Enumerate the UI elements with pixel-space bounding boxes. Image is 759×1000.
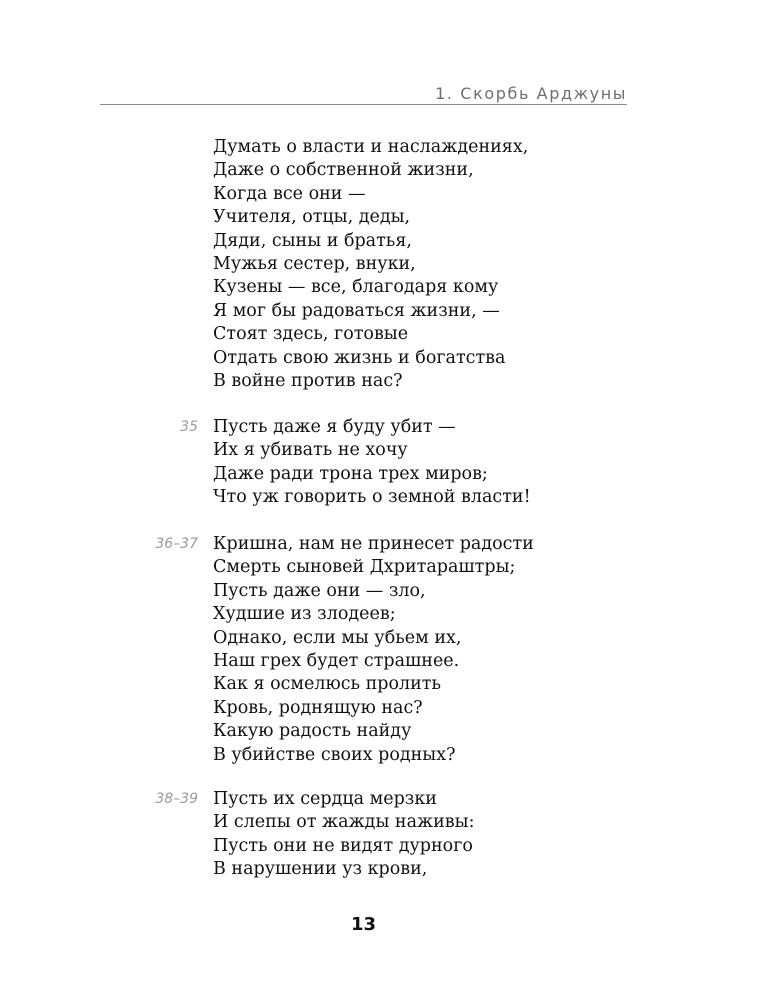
verse-line: Наш грех будет страшнее.: [213, 651, 460, 672]
verse-line: Дяди, сыны и братья,: [213, 230, 412, 251]
verse-line: Как я осмелюсь пролить: [213, 674, 442, 695]
verse-line: Кузены — все, благодаря кому: [213, 277, 499, 298]
verse-line: Отдать свою жизнь и богатства: [213, 347, 506, 368]
stanza-35: [213, 416, 531, 510]
header-rule: [100, 104, 627, 105]
verse-line: Пусть они не видят дурного: [213, 835, 473, 856]
verse-number-36-37: 36–37: [155, 536, 198, 552]
verse-line: Кровь, роднящую нас?: [213, 697, 423, 718]
stanza-38-39: [213, 788, 474, 882]
verse-line: Я мог бы радоваться жизни, —: [213, 300, 500, 321]
verse-number-38-39: 38–39: [155, 791, 198, 807]
verse-line: Учителя, отцы, деды,: [213, 207, 411, 228]
verse-line: Их я убивать не хочу: [213, 440, 408, 461]
verse-line: Смерть сыновей Дхритараштры;: [213, 557, 516, 578]
verse-line: Пусть их сердца мерзки: [213, 789, 437, 809]
verse-line: Даже о собственной жизни,: [213, 160, 474, 181]
verse-line: В войне против нас?: [213, 371, 403, 392]
verse-line: Мужья сестер, внуки,: [213, 254, 416, 275]
verse-line: Кришна, нам не принесет радости: [213, 534, 534, 554]
verse-line: Даже ради трона трех миров;: [213, 463, 488, 484]
verse-line: Стоят здесь, готовые: [213, 324, 409, 345]
verse-line: Думать о власти и наслаждениях,: [213, 137, 529, 157]
verse-line: Пусть даже я буду убит —: [213, 417, 456, 437]
page-number: 13: [350, 914, 377, 935]
verse-line: В убийстве своих родных?: [213, 744, 456, 765]
verse-line: Что уж говорить о земной власти!: [213, 487, 531, 508]
stanza-continuation: [213, 136, 528, 393]
verse-line: В нарушении уз крови,: [213, 859, 428, 880]
verse-line: Какую радость найду: [213, 721, 412, 742]
verse-line: Когда все они —: [213, 183, 366, 204]
verse-number-35: 35: [180, 419, 198, 435]
verse-line: Худшие из злодеев;: [213, 604, 396, 625]
running-head: 1. Скорбь Арджуны: [435, 84, 627, 103]
verse-line: Однако, если мы убьем их,: [213, 627, 462, 648]
stanza-36-37: [213, 533, 534, 767]
verse-line: И слепы от жажды наживы:: [213, 812, 475, 833]
verse-line: Пусть даже они — зло,: [213, 580, 426, 601]
